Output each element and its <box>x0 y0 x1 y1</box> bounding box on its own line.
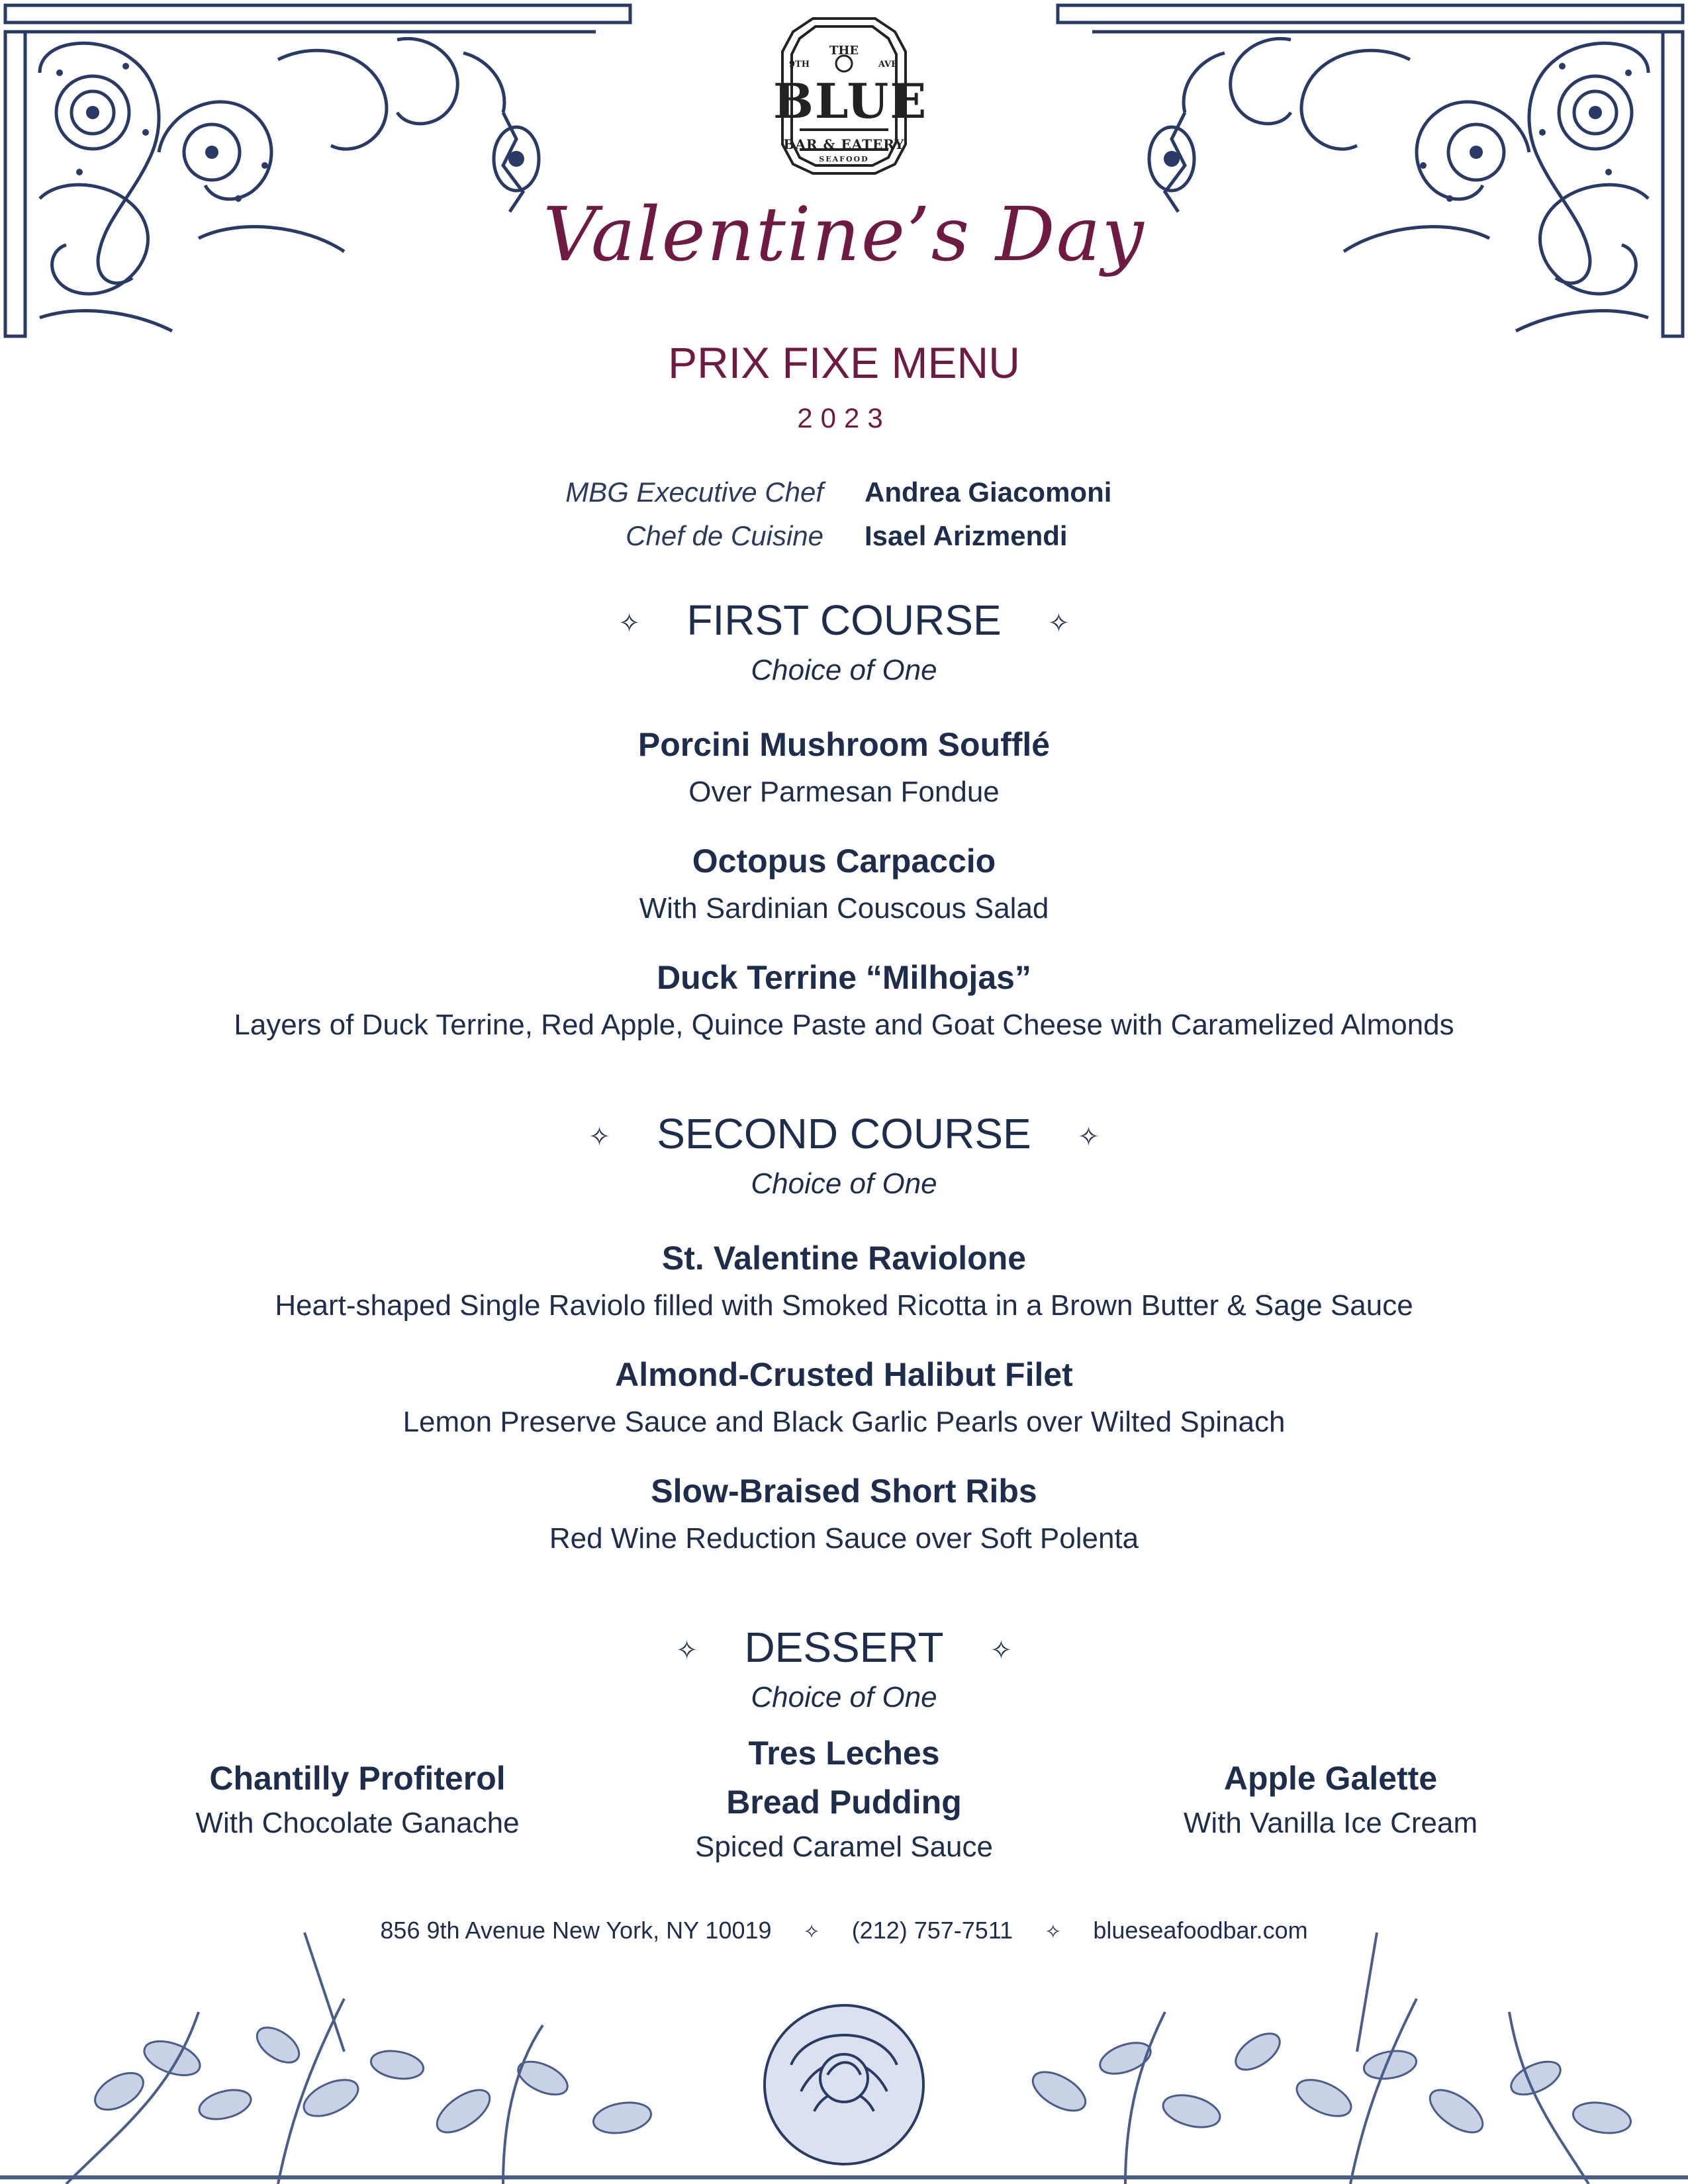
sparkle-icon: ✧ <box>618 609 641 639</box>
dish-desc: Spiced Caramel Sauce <box>694 1831 993 1863</box>
dish-name-line1: Tres Leches <box>748 1735 940 1772</box>
dessert-item <box>126 1759 589 1840</box>
sparkle-icon: ✧ <box>1077 1122 1100 1152</box>
course-heading-first <box>0 596 1688 645</box>
dish-name: Almond-Crusted Halibut Filet <box>615 1356 1073 1393</box>
dish-desc: Red Wine Reduction Sauce over Soft Polenta <box>549 1522 1139 1555</box>
footer-contact <box>0 1917 1688 1944</box>
course-choice: Choice of One <box>751 1167 937 1200</box>
dish-name: Chantilly Profiterol <box>209 1760 506 1797</box>
logo-ave-tag: AVE <box>878 60 898 69</box>
dessert-item <box>612 1734 1076 1864</box>
course-title: FIRST COURSE <box>686 596 1002 644</box>
course-title: SECOND COURSE <box>657 1110 1031 1158</box>
sparkle-icon: ✧ <box>1047 609 1070 639</box>
chef-name: Andrea Giacomoni <box>865 477 1112 508</box>
chef-role: Chef de Cuisine <box>626 520 823 551</box>
menu-year: 2023 <box>797 402 891 433</box>
dessert-item <box>1099 1759 1562 1840</box>
menu-subtitle: PRIX FIXE MENU <box>668 338 1020 387</box>
dish-desc: With Chocolate Ganache <box>195 1807 520 1839</box>
dish-name-line2: Bread Pudding <box>726 1784 962 1821</box>
dish-name: Slow-Braised Short Ribs <box>651 1473 1037 1510</box>
course-heading-dessert <box>0 1623 1688 1672</box>
logo-tagline: BAR & EATERY <box>783 136 905 152</box>
dish-desc: Layers of Duck Terrine, Red Apple, Quince Paste and Goat Cheese with Caramelized Almonds <box>234 1009 1454 1041</box>
dish-desc: Lemon Preserve Sauce and Black Garlic Pearls over Wilted Spinach <box>402 1406 1286 1438</box>
footer-phone[interactable]: (212) 757-7511 <box>851 1917 1013 1944</box>
dish-name: St. Valentine Raviolone <box>661 1240 1027 1277</box>
ornament-corner-right <box>1053 0 1688 344</box>
logo-the: THE <box>829 44 859 58</box>
sparkle-icon: ✧ <box>803 1921 820 1943</box>
course-title: DESSERT <box>744 1623 944 1671</box>
dish-desc: With Vanilla Ice Cream <box>1183 1807 1478 1839</box>
footer-website[interactable]: blueseafoodbar.com <box>1093 1917 1308 1944</box>
dish-name: Octopus Carpaccio <box>692 842 996 880</box>
sparkle-icon: ✧ <box>588 1122 611 1152</box>
dish-desc: Over Parmesan Fondue <box>688 776 1000 808</box>
sparkle-icon: ✧ <box>675 1636 698 1666</box>
chef-row-executive <box>0 477 1688 516</box>
logo-9th-tag: 9TH <box>789 60 810 69</box>
dish-desc: Heart-shaped Single Raviolo filled with Smoked Ricotta in a Brown Butter & Sage Sauce <box>275 1289 1413 1322</box>
chef-name: Isael Arizmendi <box>865 520 1068 551</box>
restaurant-logo <box>773 12 928 177</box>
chef-role: MBG Executive Chef <box>565 477 823 508</box>
dish-name: Porcini Mushroom Soufflé <box>637 726 1051 763</box>
logo-sub: SEAFOOD <box>819 155 869 163</box>
sparkle-icon: ✧ <box>990 1636 1013 1666</box>
course-choice: Choice of One <box>751 1681 937 1713</box>
dish-name: Apple Galette <box>1223 1760 1438 1797</box>
logo-name: BLUE <box>773 73 928 129</box>
sparkle-icon: ✧ <box>1045 1921 1062 1943</box>
course-heading-second <box>0 1109 1688 1158</box>
chef-row-cuisine <box>0 520 1688 560</box>
course-choice: Choice of One <box>751 654 937 686</box>
dish-desc: With Sardinian Couscous Salad <box>639 892 1049 925</box>
ornament-corner-left <box>0 0 635 344</box>
footer-address: 856 9th Avenue New York, NY 10019 <box>380 1917 772 1944</box>
menu-title: Valentine’s Day <box>543 192 1145 278</box>
dish-name: Duck Terrine “Milhojas” <box>657 959 1031 996</box>
